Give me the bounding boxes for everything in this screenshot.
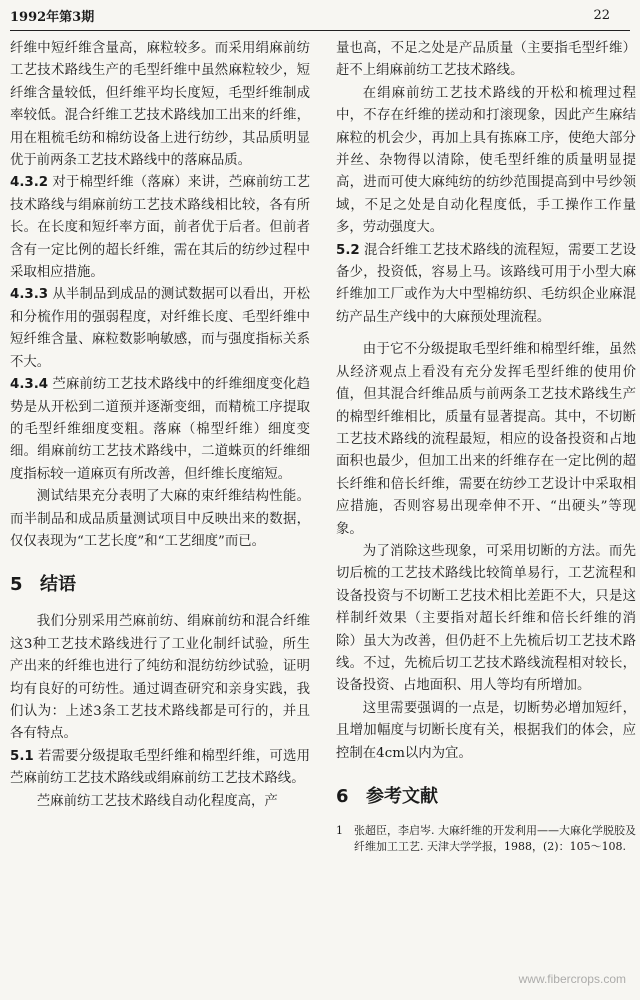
paragraph-test-results: 测试结果充分表明了大麻的束纤维结构性能。而半制品和成品质量测试项目中反映出来的数据，仅仅表现为“工艺长度”和“工艺细度”而已。	[10, 489, 310, 549]
subsection-4-3-3	[10, 284, 310, 374]
subsection-text: 对于棉型纤维（落麻）来讲，苎麻前纺工艺技术路线与绢麻前纺工艺技术路线相比较，各有所长。在长度和短纤率方面，前者优于后者。但前者含有一定比例的超长纤维，需在其后的纺纱过程中采取相应措施。	[10, 175, 310, 281]
subsection-number: 5.1	[10, 748, 34, 764]
paragraph-mixed-fiber: 由于它不分级提取毛型纤维和棉型纤维，虽然从经济观点上看没有充分发挥毛型纤维的使用价值，但其混合纤维品质与前两条工艺技术路线生产的棉型纤维相比，质量有显著提高。其中，不切断工艺技术路线的流程最短，相应的设备投资和占地面积也最少，但加工出来的纤维存在一定比例的超长纤维和倍长纤维，需要在纺纱工艺设计中采取相应措施，否则容易出现牵伸不开、“出硬头”等现象。	[336, 342, 636, 537]
paragraph-ramie-route: 苎麻前纺工艺技术路线自动化程度高，产	[36, 793, 278, 809]
paragraph-fiber-quality: 纤维中短纤维含量高，麻粒较多。而采用绢麻前纺工艺技术路线生产的毛型纤维中虽然麻粒较少，短纤维含量较低，但纤维平均长度短，毛型纤维制成率较低。混合纤维工艺技术路线加工出来的纤维，用在粗梳毛纺和棉纺设备上进行纺纱，其品质明显优于前两条工艺技术路线中的落麻品质。	[10, 41, 310, 169]
subsection-4-3-2	[10, 172, 310, 284]
paragraph-silk-route: 在绢麻前纺工艺技术路线的开松和梳理过程中，不存在纤维的搓动和打滚现象，因此产生麻结麻粒的机会少，再加上具有拣麻工序，使绝大部分并丝、杂物得以清除，使毛型纤维的质量明显提高，进而可使大麻纯纺的纺纱范围提高到中号纱领域，不足之处是自动化程度低，手工操作工作量多，劳动强度大。	[336, 85, 636, 236]
subsection-4-3-4	[10, 374, 310, 486]
section-5-heading	[10, 573, 310, 597]
section-number: 6	[336, 786, 349, 807]
section-number: 5	[10, 574, 23, 596]
subsection-text: 从半制品到成品的测试数据可以看出，开松和分梳作用的强弱程度，对纤维长度、毛型纤维中短纤维含量、麻粒数影响敏感，而与强度指标关系不大。	[10, 287, 310, 370]
subsection-number: 4.3.2	[10, 175, 49, 191]
reference-text: 张超臣，李启岑. 大麻纤维的开发利用——大麻化学脱胶及纤维加工工艺. 天津大学学报，1988，(2)：105～108.	[354, 824, 636, 853]
subsection-text: 若需要分级提取毛型纤维和棉型纤维，可选用苎麻前纺工艺技术路线或绢麻前纺工艺技术路线。	[10, 748, 310, 787]
paragraph-conclusion: 我们分别采用苎麻前纺、绢麻前纺和混合纤维这3种工艺技术路线进行了工业化制纤试验，所生产出来的纤维也进行了纯纺和混纺纺纱试验，证明均有良好的可纺性。通过调查研究和亲身实践，我们认为：上述3条工艺技术路线都是可行的，并且各有特点。	[10, 614, 310, 742]
section-6-heading	[336, 785, 636, 809]
page-header	[10, 0, 630, 31]
paragraph-continued: 量也高，不足之处是产品质量（主要指毛型纤维）赶不上绢麻前纺工艺技术路线。	[336, 41, 636, 79]
subsection-number: 5.2	[336, 242, 360, 258]
section-title: 参考文献	[366, 786, 438, 807]
subsection-text: 混合纤维工艺技术路线的流程短，需要工艺设备少，投资低，容易上马。该路线可用于小型大麻纤维加工厂或作为大中型棉纺织、毛纺织企业麻混纺产品生产线中的大麻预处理流程。	[336, 242, 636, 325]
subsection-number: 4.3.4	[10, 377, 49, 393]
subsection-5-1	[10, 746, 310, 791]
subsection-number: 4.3.3	[10, 287, 49, 303]
paragraph-emphasis: 这里需要强调的一点是，切断势必增加短纤，且增加幅度与切断长度有关，根据我们的体会，应控制在4cm以内为宜。	[336, 700, 636, 761]
subsection-5-2	[336, 240, 636, 330]
page-number: 22	[593, 7, 610, 23]
paragraph-cutting: 为了消除这些现象，可采用切断的方法。而先切后梳的工艺技术路线比较简单易行，工艺流程和设备投资与不切断工艺技术相比差距不大，只是这样制纤效果（主要指对超长纤维和倍长纤维的消除）虽大为改善，但仍赶不上先梳后切工艺技术路线。不过，先梳后切工艺技术路线流程相对较长，设备投资、占地面积、用人等均有所增加。	[336, 543, 636, 694]
reference-number: 1	[336, 824, 343, 837]
journal-issue: 1992年第3期	[10, 9, 95, 25]
section-title: 结语	[40, 574, 76, 596]
subsection-text: 苎麻前纺工艺技术路线中的纤维细度变化趋势是从开松到二道预并逐渐变细，而精梳工序提取的毛型纤维细度变粗。落麻（棉型纤维）细度变细。绢麻前纺工艺技术路线中，二道蛛页的纤维细度指标较一道麻页有所改善，但纤维长度缩短。	[10, 377, 310, 482]
reference-item	[336, 823, 636, 855]
left-column	[10, 38, 310, 813]
right-column	[336, 38, 636, 855]
site-watermark: www.fibercrops.com	[518, 972, 626, 986]
